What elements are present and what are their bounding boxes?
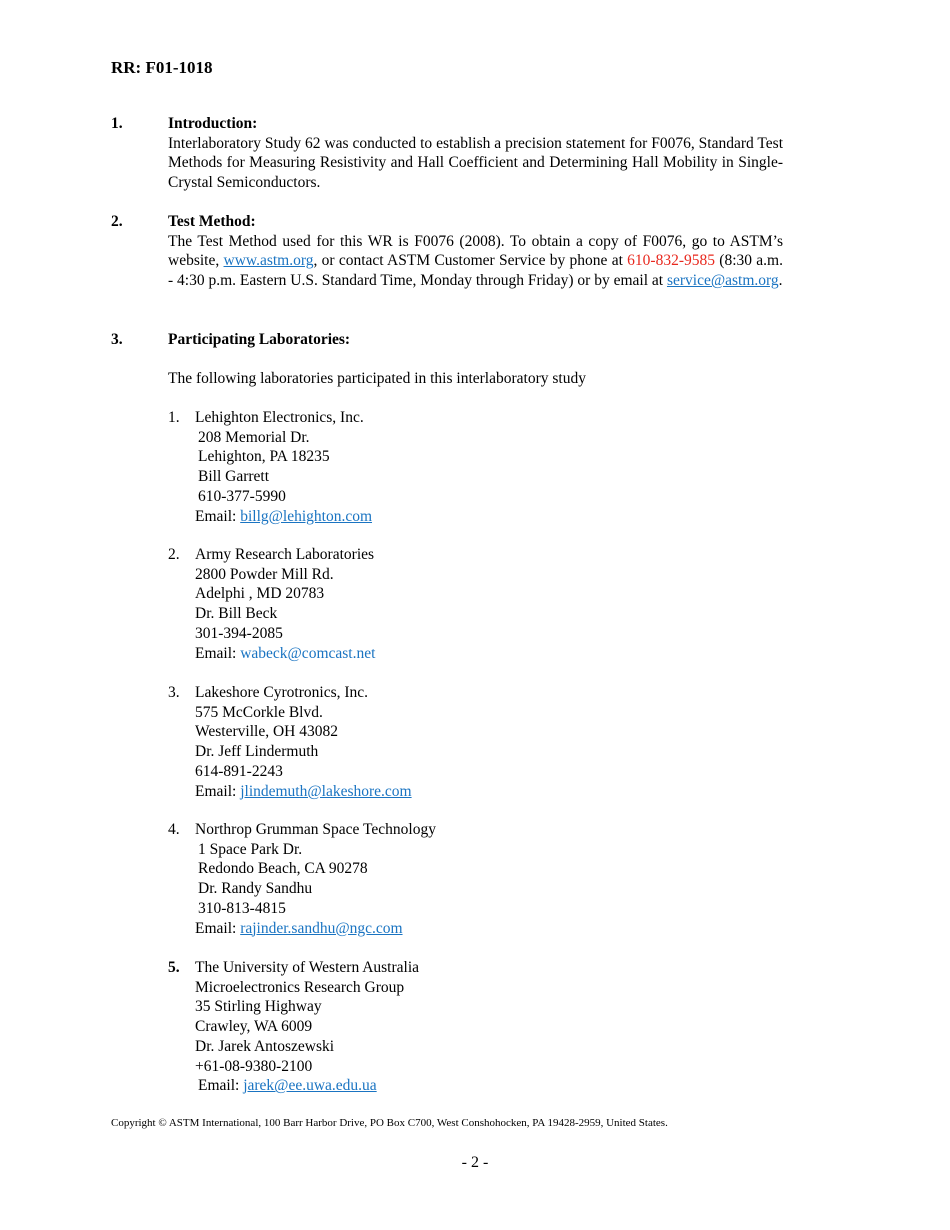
email-label: Email: (195, 507, 241, 525)
lab-name: Army Research Laboratories (195, 546, 375, 563)
lab-email-line (195, 782, 412, 802)
lab-name: The University of Western Australia (195, 959, 420, 976)
section-number: 2. (111, 213, 123, 230)
lab-address: 1 Space Park Dr. (198, 840, 303, 858)
lab-contact: Dr. Jarek Antoszewski (195, 1037, 335, 1055)
lab-address: 2800 Powder Mill Rd. (195, 565, 334, 583)
lab-number: 4. (168, 821, 180, 838)
email-label: Email: (195, 782, 241, 800)
lab-contact: Bill Garrett (198, 468, 270, 486)
lab-city: Redondo Beach, CA 90278 (198, 860, 368, 878)
page-number: - 2 - (461, 1154, 489, 1171)
section-heading: Participating Laboratories: (168, 331, 351, 348)
lab-phone: 301-394-2085 (195, 624, 283, 642)
lab-entry (168, 683, 412, 801)
lab-email-line (195, 919, 436, 939)
section-participating-labs (111, 330, 783, 389)
text-part: (8:30 a.m. - 4:30 p.m. Eastern U.S. Standard Time, Monday through Friday) or by email at (168, 252, 783, 290)
lab-email-link[interactable]: jlindemuth@lakeshore.com (240, 782, 412, 800)
lab-email-link[interactable]: rajinder.sandhu@ngc.com (240, 919, 403, 937)
section-text: Interlaboratory Study 62 was conducted to establish a precision statement for F0076, Standard Test Methods for Measuring Resistivity and Hall Coefficient and Determining Hall Mobility in Single-Crystal Semiconductors. (168, 134, 783, 192)
website-link[interactable]: www.astm.org (223, 252, 314, 270)
text-part: . (778, 272, 783, 290)
lab-email-link[interactable]: billg@lehighton.com (240, 507, 373, 525)
lab-name: Lakeshore Cyrotronics, Inc. (195, 684, 369, 701)
lab-email-line (195, 507, 372, 527)
section-test-method (111, 212, 783, 291)
email-label: Email: (195, 919, 241, 937)
lab-entry (168, 408, 372, 526)
lab-name: Lehighton Electronics, Inc. (195, 409, 364, 426)
section-introduction (111, 114, 783, 193)
text-part: The Test Method used for this WR is F0076 (2008). To obtain a copy of F0076, go to ASTM’s website, (168, 232, 783, 270)
service-email-link[interactable]: service@astm.org (666, 272, 779, 290)
section-number: 1. (111, 115, 123, 132)
text-part: , or contact ASTM Customer Service by phone at (313, 252, 628, 270)
lab-city: Adelphi , MD 20783 (195, 585, 325, 603)
section-heading: Introduction: (168, 115, 258, 132)
phone-number: 610-832-9585 (627, 252, 715, 270)
lab-city: Westerville, OH 43082 (195, 723, 338, 741)
lab-email-line (195, 1076, 419, 1096)
lab-address: 575 McCorkle Blvd. (195, 703, 323, 721)
lab-name: Northrop Grumman Space Technology (195, 821, 436, 838)
lab-entry (168, 820, 436, 938)
lab-email-link[interactable]: wabeck@comcast.net (240, 644, 376, 662)
lab-entry (168, 545, 375, 663)
lab-phone: 310-813-4815 (198, 899, 286, 917)
lab-phone: 610-377-5990 (198, 487, 286, 505)
lab-number: 3. (168, 684, 180, 701)
lab-phone: +61-08-9380-2100 (195, 1057, 313, 1075)
lab-city: Crawley, WA 6009 (195, 1018, 313, 1036)
lab-email-line (195, 644, 375, 664)
lab-number: 5. (168, 959, 180, 976)
lab-department: Microelectronics Research Group (195, 978, 405, 996)
lab-city: Lehighton, PA 18235 (198, 448, 330, 466)
lab-number: 1. (168, 409, 180, 426)
section-text (168, 232, 783, 291)
email-label: Email: (195, 644, 241, 662)
copyright-footer: Copyright © ASTM International, 100 Barr Harbor Drive, PO Box C700, West Conshohocken, PA 19428-2959, United States. (111, 1117, 668, 1129)
section-text: The following laboratories participated in this interlaboratory study (168, 370, 586, 388)
section-heading: Test Method: (168, 213, 256, 230)
lab-number: 2. (168, 546, 180, 563)
email-label: Email: (198, 1077, 244, 1095)
lab-contact: Dr. Randy Sandhu (198, 880, 313, 898)
report-id: RR: F01-1018 (111, 58, 213, 77)
lab-contact: Dr. Jeff Lindermuth (195, 743, 319, 761)
lab-phone: 614-891-2243 (195, 762, 283, 780)
lab-email-link[interactable]: jarek@ee.uwa.edu.ua (243, 1077, 377, 1095)
lab-address: 208 Memorial Dr. (198, 428, 310, 446)
lab-address: 35 Stirling Highway (195, 998, 322, 1016)
section-number: 3. (111, 331, 123, 348)
lab-contact: Dr. Bill Beck (195, 605, 278, 623)
lab-entry (168, 958, 419, 1096)
